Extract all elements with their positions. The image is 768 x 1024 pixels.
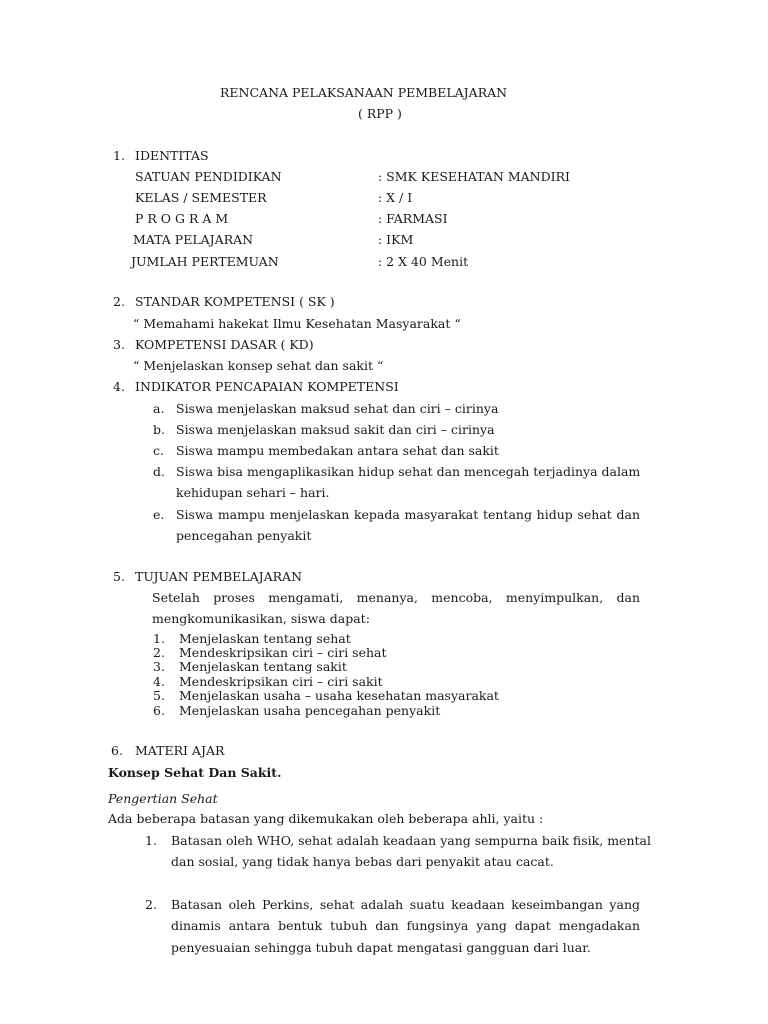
list-item-number: 2. (145, 897, 157, 912)
identity-value: : SMK KESEHATAN MANDIRI (378, 169, 570, 184)
materi-title: Konsep Sehat Dan Sakit. (108, 765, 282, 780)
list-item-letter: a. (153, 401, 165, 416)
section-number: 1. (113, 148, 125, 163)
section-number: 6. (111, 743, 123, 758)
identity-value: : FARMASI (378, 211, 448, 226)
list-item-text-continued: pencegahan penyakit (176, 528, 312, 543)
materi-intro: Ada beberapa batasan yang dikemukakan oleh beberapa ahli, yaitu : (108, 811, 544, 826)
document-title: RENCANA PELAKSANAAN PEMBELAJARAN (220, 85, 508, 100)
section-number: 3. (113, 337, 125, 352)
list-item-number: 2. (153, 645, 165, 660)
list-item-text-continued: dinamis antara bentuk tubuh dan fungsinya yang dapat mengadakan (171, 918, 640, 933)
list-item-letter: b. (153, 422, 165, 437)
list-item-text: Menjelaskan tentang sakit (179, 659, 347, 674)
identity-label: SATUAN PENDIDIKAN (135, 169, 282, 184)
list-item-text: Batasan oleh Perkins, sehat adalah suatu keadaan keseimbangan yang (171, 897, 640, 912)
section-heading: STANDAR KOMPETENSI ( SK ) (135, 294, 335, 309)
list-item-text: Siswa mampu membedakan antara sehat dan sakit (176, 443, 499, 458)
list-item-text: Menjelaskan usaha pencegahan penyakit (179, 703, 441, 718)
list-item-text: Siswa menjelaskan maksud sakit dan ciri – cirinya (176, 422, 495, 437)
list-item-text: Menjelaskan tentang sehat (179, 631, 351, 646)
section-intro-continued: mengkomunikasikan, siswa dapat: (152, 611, 370, 626)
identity-value: : X / I (378, 190, 413, 205)
section-text: “ Menjelaskan konsep sehat dan sakit “ (133, 358, 384, 373)
identity-label: P R O G R A M (135, 211, 229, 226)
list-item-text: Siswa bisa mengaplikasikan hidup sehat dan mencegah terjadinya dalam (176, 464, 641, 479)
section-text: “ Memahami hakekat Ilmu Kesehatan Masyarakat “ (133, 316, 461, 331)
list-item-text: Batasan oleh WHO, sehat adalah keadaan yang sempurna baik fisik, mental (171, 833, 651, 848)
section-heading: KOMPETENSI DASAR ( KD) (135, 337, 314, 352)
list-item-text: Siswa menjelaskan maksud sehat dan ciri – cirinya (176, 401, 499, 416)
section-heading: INDIKATOR PENCAPAIAN KOMPETENSI (135, 379, 399, 394)
section-heading: IDENTITAS (135, 148, 209, 163)
materi-subtitle: Pengertian Sehat (108, 791, 218, 806)
list-item-number: 1. (145, 833, 157, 848)
section-intro: Setelah proses mengamati, menanya, mencoba, menyimpulkan, dan (152, 590, 640, 605)
list-item-number: 1. (153, 631, 165, 646)
list-item-text-continued: dan sosial, yang tidak hanya bebas dari penyakit atau cacat. (171, 854, 554, 869)
list-item-letter: e. (153, 507, 165, 522)
section-heading: MATERI AJAR (135, 743, 225, 758)
section-number: 5. (113, 569, 125, 584)
list-item-text: Mendeskripsikan ciri – ciri sakit (179, 674, 383, 689)
identity-label: JUMLAH PERTEMUAN (131, 254, 279, 269)
identity-label: MATA PELAJARAN (133, 232, 254, 247)
identity-label: KELAS / SEMESTER (135, 190, 267, 205)
list-item-text: Mendeskripsikan ciri – ciri sehat (179, 645, 387, 660)
list-item-number: 3. (153, 659, 165, 674)
list-item-number: 6. (153, 703, 165, 718)
identity-value: : 2 X 40 Menit (378, 254, 469, 269)
identity-value: : IKM (378, 232, 414, 247)
list-item-letter: c. (153, 443, 164, 458)
list-item-text-continued: penyesuaian sehingga tubuh dapat mengatasi gangguan dari luar. (171, 940, 591, 955)
list-item-number: 5. (153, 688, 165, 703)
section-number: 4. (113, 379, 125, 394)
section-heading: TUJUAN PEMBELAJARAN (135, 569, 303, 584)
section-number: 2. (113, 294, 125, 309)
list-item-text: Menjelaskan usaha – usaha kesehatan masyarakat (179, 688, 499, 703)
list-item-text-continued: kehidupan sehari – hari. (176, 485, 330, 500)
list-item-number: 4. (153, 674, 165, 689)
list-item-letter: d. (153, 464, 165, 479)
list-item-text: Siswa mampu menjelaskan kepada masyarakat tentang hidup sehat dan (176, 507, 640, 522)
document-subtitle: ( RPP ) (358, 106, 402, 121)
